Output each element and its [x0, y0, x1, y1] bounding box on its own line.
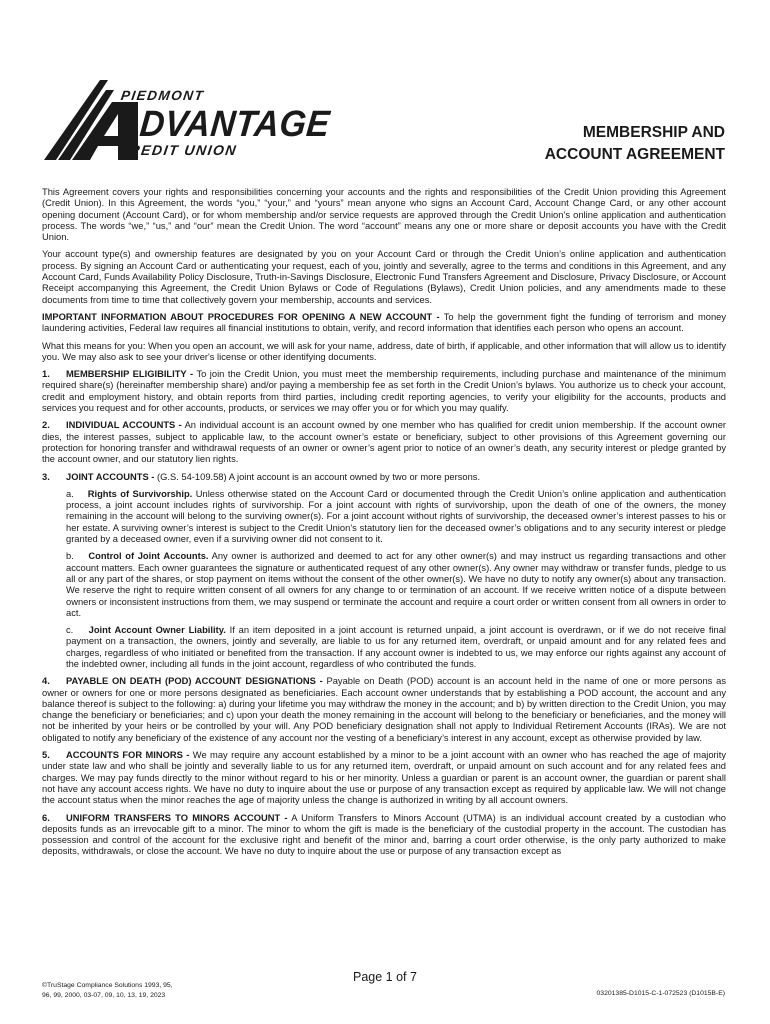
section-2: [42, 420, 726, 465]
intro-paragraph-2: Your account type(s) and ownership features are designated by you on your Account Card or through the Credit Union’s online application and authentication process. By signing an Account Card or authenticating your request, each of you, jointly and severally, agree to the terms and conditions in this Agreement, and any Account Card, Funds Availability Policy Disclosure, Truth-in-Savings Disclosure, Electronic Fund Transfers Agreement and Disclosure, Privacy Disclosure, or Account Receipt accompanying this Agreement, the Credit Union Bylaws or Code of Regulations (Bylaws), Credit Union policies, and any amendments made to these documents from time to time that collectively govern your membership, accounts and services.: [42, 249, 726, 305]
subsection-heading: Rights of Survivorship.: [87, 488, 193, 499]
what-this-means-paragraph: What this means for you: When you open an account, we will ask for your name, address, date of birth, if applicable, and other information that will allow us to identify you. We may also ask to see your driver's license or other identifying documents.: [42, 340, 726, 362]
section-text: An individual account is an account owned by one member who has qualified for credit union membership. If the account owner dies, the interest passes, subject to applicable law, to the account owner’s estate or beneficiary, subject to other provisions of this Agreement governing our protection for honoring transfer and withdrawal requests of an owner or owner’s agent prior to notice of an owner’s death, any security interest or pledge granted by the account owner, and our statutory lien rights.: [42, 420, 726, 465]
subsection-text: Any owner is authorized and deemed to act for any other owner(s) and may instruct us regarding transactions and other account matters. Each owner guarantees the signature or authenticated request of any other owner(s). Any owner may withdraw or transfer funds, pledge to us all or any part of the shares, or stop payment on items without the consent of the other owner(s). We have no duty to notify any owner(s) about any transaction. We reserve the right to require written consent of all owners for any change to or termination of an account. If we receive written notice of a dispute between owners or inconsistent instructions from them, we may suspend or terminate the account and require a court order or written consent from all owners in order to act.: [66, 551, 727, 618]
subsection-label: b.: [66, 551, 74, 562]
logo-advantage-text: DVANTAGE: [138, 103, 332, 145]
section-text: Payable on Death (POD) account is an account held in the name of one or more persons as owner or owners for one or more persons designated as beneficiaries. Each account owner understands that by establishing a POD account, the account and any balance thereof is subject to the following: a) during your lifetime you may withdraw the money in the account; and b) by written direction to the Credit Union, you may change the beneficiary or beneficiaries; and c) upon your death the money remaining in the account will belong to the beneficiary or beneficiaries, and the money will not be inherited by your heirs or be controlled by your will. Any POD beneficiary designation shall not apply to Individual Retirement Accounts (IRAs). We are not obligated to notify any beneficiary of the existence of any account nor the vesting of a beneficiary’s interest in any account, except as otherwise provided by law.: [42, 676, 726, 743]
section-1: [42, 369, 726, 414]
section-number: 1.: [42, 369, 50, 380]
copyright-line-2: 96, 99, 2000, 03-07, 09, 10, 13, 19, 2023: [42, 991, 166, 999]
section-number: 5.: [42, 750, 50, 761]
subsection-label: c.: [66, 625, 74, 636]
section-number: 4.: [42, 676, 50, 687]
important-info-heading: IMPORTANT INFORMATION ABOUT PROCEDURES FOR OPENING A NEW ACCOUNT -: [42, 311, 440, 322]
copyright-line-1: ©TruStage Compliance Solutions 1993, 95,: [42, 982, 173, 989]
section-heading: MEMBERSHIP ELIGIBILITY -: [66, 369, 194, 380]
section-number: 3.: [42, 471, 50, 482]
document-title: [365, 122, 725, 165]
section-3: [42, 472, 726, 483]
section-3a: [66, 489, 726, 545]
section-4: [42, 676, 726, 744]
section-3b: [66, 551, 726, 619]
section-5: [42, 750, 726, 806]
page-number: Page 1 of 7: [353, 970, 417, 984]
important-info-paragraph: [42, 312, 726, 335]
subsection-text: Unless otherwise stated on the Account Card or documented through the Credit Union’s online application and authentication process, a joint account includes rights of survivorship. For a joint account with rights of survivorship, upon the death of one of the owners, the money remaining in the account will belong to the surviving owner(s). For a joint account without rights of survivorship, the deceased owner’s interest passes to his or her estate. A surviving owner’s interest is subject to the Credit Union’s statutory lien for the deceased owner’s obligations and to any security interest or pledge granted by a deceased owner, even if a surviving owner did not consent to it.: [66, 488, 727, 545]
section-number: 6.: [42, 812, 50, 823]
section-heading: UNIFORM TRANSFERS TO MINORS ACCOUNT -: [66, 812, 288, 823]
section-heading: INDIVIDUAL ACCOUNTS -: [66, 420, 182, 431]
important-info-text: To help the government fight the funding of terrorism and money laundering activities, Federal law requires all financial institutions to obtain, verify, and record information that identifies each person who opens an account.: [42, 311, 727, 334]
form-code: 03201385-D1015-C-1-072523 (D1015B-E): [596, 990, 725, 997]
credit-union-logo: [42, 74, 332, 166]
section-6: [42, 813, 726, 858]
section-text: We may require any account established by a minor to be a joint account with an owner who has reached the age of majority under state law and who shall be jointly and severally liable to us for any returned item, overdraft, or unpaid amount on such account and for any related fees and charges. We may pay funds directly to the minor without regard to his or her minority. Unless a guardian or parent is an account owner, the guardian or parent shall not have any account access rights. We have no duty to inquire about the use or purpose of any transaction except as required by applicable law. We will not change the account status when the minor reaches the age of majority unless the change is authorized in writing by all account owners.: [42, 750, 726, 806]
section-text: (G.S. 54-109.58) A joint account is an account owned by two or more persons.: [154, 471, 481, 482]
section-heading: JOINT ACCOUNTS -: [66, 471, 155, 482]
title-line-2: ACCOUNT AGREEMENT: [544, 145, 725, 163]
section-number: 2.: [42, 420, 50, 431]
section-text: To join the Credit Union, you must meet the membership requirements, including purchase and maintenance of the minimum required share(s) (hereinafter membership share) and/or paying a membership fee as set forth in the Credit Union’s bylaws. You authorize us to check your account, credit and employment history, and obtain reports from third parties, including credit reporting agencies, to verify your eligibility for the accounts, products and services you request and for other accounts, products, or services we may offer you or for which you may qualify.: [42, 369, 727, 414]
agreement-body: [42, 187, 726, 864]
intro-paragraph-1: This Agreement covers your rights and responsibilities concerning your accounts and the rights and responsibilities of the Credit Union providing this Agreement (Credit Union). In this Agreement, the words “you,” “your,” and “yours” mean anyone who signs an Account Card, Account Change Card, or any other account opening document (Account Card), or for whom membership and/or service requests are approved through the Credit Union’s online application and authentication process. The words “we,” “us,” and “our” mean the Credit Union. The word “account” means any one or more share or deposit accounts you have with the Credit Union.: [42, 187, 726, 243]
subsection-label: a.: [66, 488, 74, 499]
subsection-heading: Joint Account Owner Liability.: [88, 625, 226, 636]
subsection-text: If an item deposited in a joint account is returned unpaid, a joint account is overdrawn, or if we do not receive final payment on a transaction, the owners, jointly and severally, are liable to us for any returned item, overdraft, or unpaid amount and for any related fees and charges, regardless of who initiated or benefited from the transaction. If any account owner is indebted to us, we may enforce our rights against any account of the indebted owner, including all funds in the joint account, regardless of who contributed the funds.: [66, 625, 726, 669]
section-heading: PAYABLE ON DEATH (POD) ACCOUNT DESIGNATIONS -: [66, 676, 323, 687]
title-line-1: MEMBERSHIP AND: [582, 124, 725, 141]
logo-credit-union-text: CREDIT UNION: [116, 142, 239, 158]
section-3c: [66, 625, 726, 670]
logo-piedmont-text: PIEDMONT: [119, 88, 206, 103]
section-heading: ACCOUNTS FOR MINORS -: [66, 750, 190, 761]
subsection-heading: Control of Joint Accounts.: [88, 551, 209, 562]
section-text: A Uniform Transfers to Minors Account (UTMA) is an individual account created by a custodian who deposits funds as an irrevocable gift to a minor. The minor to whom the gift is made is the beneficiary of the custodial property in the account. The custodian has possession and control of the account for the exclusive right and benefit of the minor and, barring a court order otherwise, is the only party authorized to make deposits, withdrawals, or close the account. We have no duty to inquire about the use or purpose of any transaction except as: [42, 812, 726, 857]
